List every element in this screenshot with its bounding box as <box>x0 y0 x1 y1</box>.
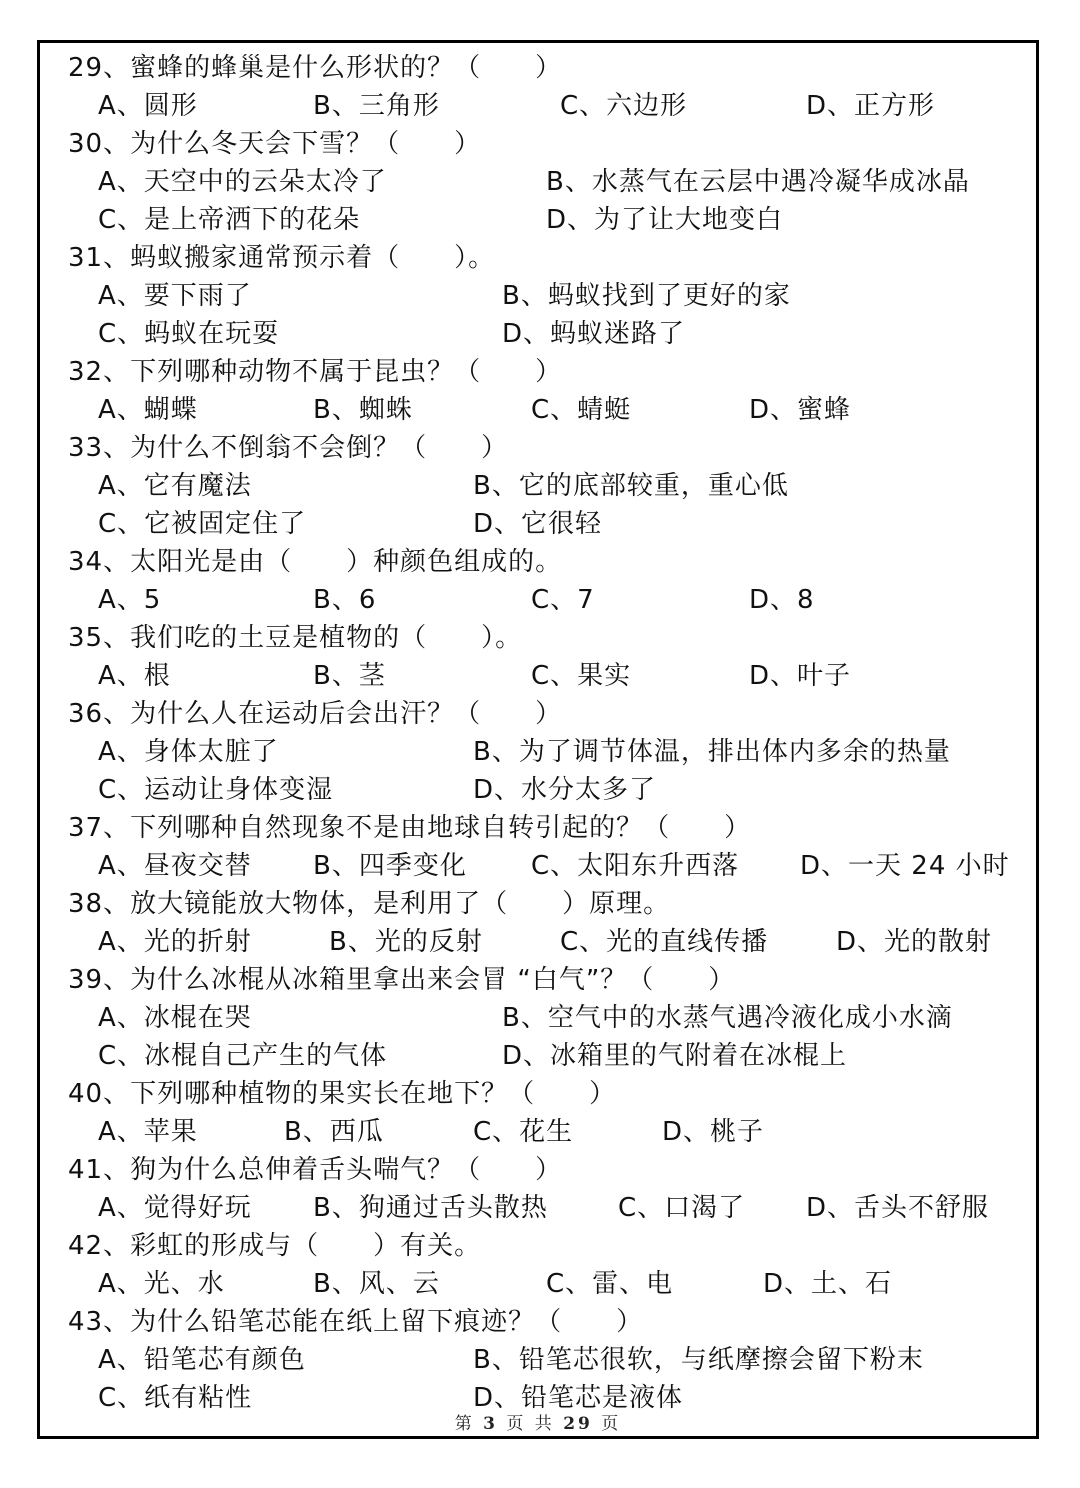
answer-option[interactable]: D、土、石 <box>763 1269 893 1299</box>
answer-option[interactable]: B、空气中的水蒸气遇冷液化成小水滴 <box>502 1003 953 1033</box>
answer-option[interactable]: C、运动让身体变湿 <box>98 775 334 805</box>
answer-option[interactable]: D、它很轻 <box>473 509 603 539</box>
footer-total-pages: 29 <box>563 1414 593 1434</box>
option-row <box>68 277 1028 315</box>
answer-option[interactable]: A、身体太脏了 <box>98 737 279 767</box>
option-row <box>68 581 1028 619</box>
answer-option[interactable]: B、四季变化 <box>313 851 467 881</box>
answer-option[interactable]: D、一天 24 小时 <box>800 851 1010 881</box>
question-text: 34、太阳光是由（ ）种颜色组成的。 <box>68 547 563 577</box>
option-row <box>68 1113 1028 1151</box>
option-row <box>68 999 1028 1037</box>
answer-option[interactable]: C、口渴了 <box>618 1193 746 1223</box>
answer-option[interactable]: D、舌头不舒服 <box>806 1193 990 1223</box>
answer-option[interactable]: B、铅笔芯很软，与纸摩擦会留下粉末 <box>473 1345 924 1375</box>
answer-option[interactable]: B、茎 <box>313 661 386 691</box>
footer-prefix: 第 <box>454 1414 475 1434</box>
question-list <box>68 49 1028 1417</box>
question-text: 35、我们吃的土豆是植物的（ ）。 <box>68 623 523 653</box>
answer-option[interactable]: A、要下雨了 <box>98 281 252 311</box>
option-row <box>68 201 1028 239</box>
answer-option[interactable]: A、5 <box>98 585 162 615</box>
answer-option[interactable]: A、光、水 <box>98 1269 225 1299</box>
answer-option[interactable]: D、正方形 <box>806 91 936 121</box>
option-row <box>68 391 1028 429</box>
answer-option[interactable]: B、蜘蛛 <box>313 395 413 425</box>
answer-option[interactable]: C、光的直线传播 <box>560 927 769 957</box>
answer-option[interactable]: D、蜜蜂 <box>749 395 852 425</box>
answer-option[interactable]: B、为了调节体温，排出体内多余的热量 <box>473 737 951 767</box>
answer-option[interactable]: B、三角形 <box>313 91 440 121</box>
option-row <box>68 1189 1028 1227</box>
answer-option[interactable]: B、6 <box>313 585 377 615</box>
answer-option[interactable]: B、蚂蚁找到了更好的家 <box>502 281 791 311</box>
answer-option[interactable]: C、纸有粘性 <box>98 1383 253 1413</box>
option-row <box>68 733 1028 771</box>
footer-middle: 页 共 <box>506 1414 555 1434</box>
exam-page <box>37 40 1039 1439</box>
answer-option[interactable]: A、它有魔法 <box>98 471 252 501</box>
question-text: 30、为什么冬天会下雪？（ ） <box>68 129 482 159</box>
question-text: 29、蜜蜂的蜂巢是什么形状的？（ ） <box>68 53 563 83</box>
answer-option[interactable]: D、冰箱里的气附着在冰棍上 <box>502 1041 848 1071</box>
answer-option[interactable]: B、西瓜 <box>284 1117 384 1147</box>
answer-option[interactable]: C、花生 <box>473 1117 574 1147</box>
question-text: 39、为什么冰棍从冰箱里拿出来会冒 “白气”？（ ） <box>68 965 736 995</box>
answer-option[interactable]: B、狗通过舌头散热 <box>313 1193 548 1223</box>
option-row <box>68 657 1028 695</box>
question-text: 37、下列哪种自然现象不是由地球自转引起的？（ ） <box>68 813 752 843</box>
answer-option[interactable]: B、它的底部较重，重心低 <box>473 471 789 501</box>
question-text: 43、为什么铅笔芯能在纸上留下痕迹？（ ） <box>68 1307 644 1337</box>
answer-option[interactable]: D、桃子 <box>662 1117 765 1147</box>
option-row <box>68 315 1028 353</box>
option-row <box>68 1037 1028 1075</box>
answer-option[interactable]: C、是上帝洒下的花朵 <box>98 205 361 235</box>
question-text: 38、放大镜能放大物体，是利用了（ ）原理。 <box>68 889 671 919</box>
question-text: 36、为什么人在运动后会出汗？（ ） <box>68 699 563 729</box>
question-text: 40、下列哪种植物的果实长在地下？（ ） <box>68 1079 617 1109</box>
option-row <box>68 847 1028 885</box>
option-row <box>68 1341 1028 1379</box>
answer-option[interactable]: A、蝴蝶 <box>98 395 198 425</box>
answer-option[interactable]: D、光的散射 <box>836 927 993 957</box>
answer-option[interactable]: D、蚂蚁迷路了 <box>502 319 686 349</box>
answer-option[interactable]: A、昼夜交替 <box>98 851 252 881</box>
answer-option[interactable]: C、六边形 <box>560 91 688 121</box>
answer-option[interactable]: C、蚂蚁在玩耍 <box>98 319 280 349</box>
question-text: 33、为什么不倒翁不会倒？（ ） <box>68 433 509 463</box>
option-row <box>68 87 1028 125</box>
answer-option[interactable]: C、太阳东升西落 <box>531 851 740 881</box>
question-text: 32、下列哪种动物不属于昆虫？（ ） <box>68 357 563 387</box>
answer-option[interactable]: C、它被固定住了 <box>98 509 307 539</box>
answer-option[interactable]: A、铅笔芯有颜色 <box>98 1345 306 1375</box>
answer-option[interactable]: C、冰棍自己产生的气体 <box>98 1041 388 1071</box>
answer-option[interactable]: D、8 <box>749 585 815 615</box>
question-text: 31、蚂蚁搬家通常预示着（ ）。 <box>68 243 496 273</box>
answer-option[interactable]: A、苹果 <box>98 1117 198 1147</box>
question-text: 42、彩虹的形成与（ ）有关。 <box>68 1231 482 1261</box>
answer-option[interactable]: C、雷、电 <box>546 1269 674 1299</box>
answer-option[interactable]: A、光的折射 <box>98 927 252 957</box>
answer-option[interactable]: C、7 <box>531 585 595 615</box>
answer-option[interactable]: D、叶子 <box>749 661 852 691</box>
answer-option[interactable]: A、圆形 <box>98 91 198 121</box>
footer-suffix: 页 <box>601 1414 622 1434</box>
answer-option[interactable]: A、冰棍在哭 <box>98 1003 252 1033</box>
answer-option[interactable]: B、光的反射 <box>329 927 483 957</box>
question-text: 41、狗为什么总伸着舌头喘气？（ ） <box>68 1155 563 1185</box>
option-row <box>68 163 1028 201</box>
answer-option[interactable]: D、水分太多了 <box>473 775 657 805</box>
answer-option[interactable]: D、铅笔芯是液体 <box>473 1383 684 1413</box>
answer-option[interactable]: A、根 <box>98 661 171 691</box>
answer-option[interactable]: B、水蒸气在云层中遇冷凝华成冰晶 <box>546 167 970 197</box>
option-row <box>68 467 1028 505</box>
answer-option[interactable]: C、果实 <box>531 661 632 691</box>
answer-option[interactable]: A、天空中的云朵太冷了 <box>98 167 387 197</box>
page-footer <box>40 1409 1036 1434</box>
answer-option[interactable]: D、为了让大地变白 <box>546 205 784 235</box>
option-row <box>68 923 1028 961</box>
answer-option[interactable]: C、蜻蜓 <box>531 395 632 425</box>
option-row <box>68 771 1028 809</box>
footer-page-number: 3 <box>483 1414 498 1434</box>
answer-option[interactable]: B、风、云 <box>313 1269 440 1299</box>
answer-option[interactable]: A、觉得好玩 <box>98 1193 252 1223</box>
option-row <box>68 1265 1028 1303</box>
option-row <box>68 505 1028 543</box>
